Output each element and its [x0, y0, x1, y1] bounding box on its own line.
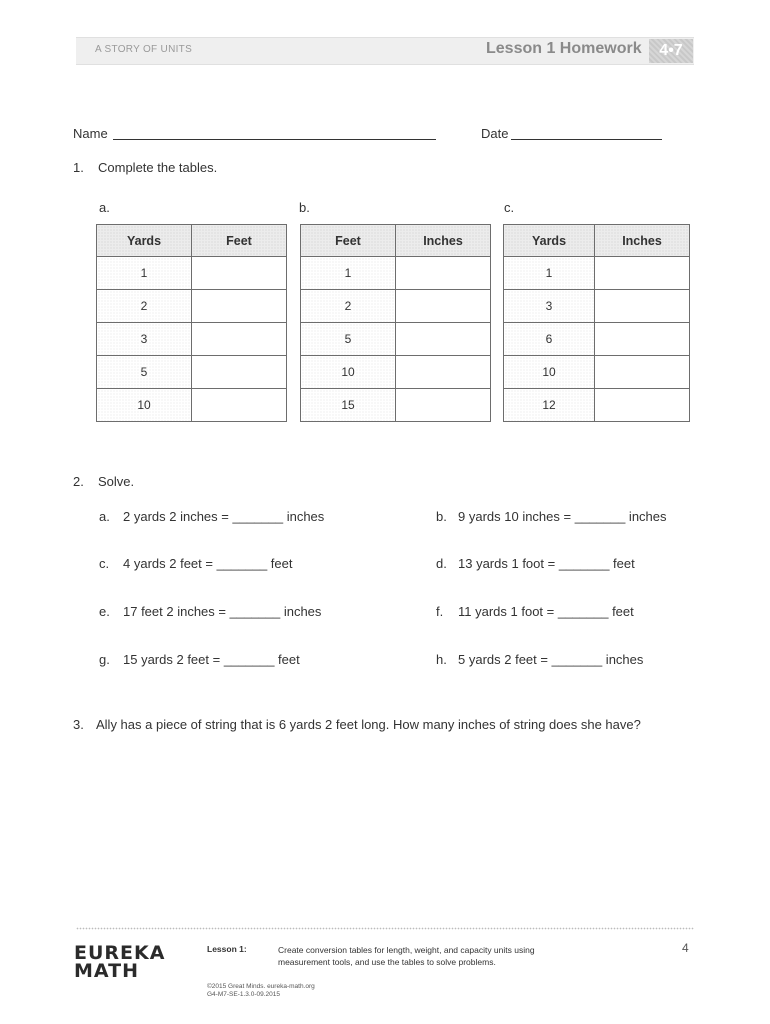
table-cell: 10 [301, 356, 396, 389]
table-row [301, 290, 491, 323]
table-row [97, 290, 287, 323]
table-c-header-right: Inches [595, 225, 690, 257]
footer-divider [76, 927, 694, 930]
answer-cell[interactable] [595, 323, 690, 356]
table-cell: 5 [301, 323, 396, 356]
table-row [504, 257, 690, 290]
problem-1-number: 1. [73, 160, 84, 175]
grade-module-badge: 4•7 [649, 39, 693, 63]
table-cell: 2 [301, 290, 396, 323]
page-number: 4 [682, 941, 689, 955]
table-cell: 10 [97, 389, 192, 422]
footer-lesson-label: Lesson 1: [207, 944, 247, 954]
problem-2-number: 2. [73, 474, 84, 489]
table-b-header-left: Feet [301, 225, 396, 257]
footer-lesson-description: Create conversion tables for length, weight, and capacity units using measurement tools, and use the tables to solve problems. [278, 945, 535, 967]
table-cell: 2 [97, 290, 192, 323]
table-cell: 3 [97, 323, 192, 356]
lesson-title: Lesson 1 Homework [486, 40, 642, 57]
equation-b: 9 yards 10 inches = _______ inches [458, 509, 667, 524]
table-row [301, 389, 491, 422]
answer-cell[interactable] [396, 257, 491, 290]
table-cell: 1 [97, 257, 192, 290]
eureka-math-logo [74, 944, 165, 980]
answer-cell[interactable] [396, 323, 491, 356]
answer-cell[interactable] [192, 290, 287, 323]
table-row [504, 356, 690, 389]
answer-cell[interactable] [396, 356, 491, 389]
answer-cell[interactable] [192, 257, 287, 290]
equation-f: 11 yards 1 foot = _______ feet [458, 604, 634, 619]
item-letter: f. [436, 604, 444, 619]
item-letter: g. [99, 652, 110, 667]
logo-line-1: EUREKA [74, 942, 166, 964]
conversion-table-b [300, 224, 491, 422]
copyright [207, 983, 315, 999]
conversion-table-a [96, 224, 287, 422]
copyright-line-2: G4-M7-SE-1.3.0-09.2015 [207, 991, 280, 998]
answer-cell[interactable] [192, 356, 287, 389]
item-letter: b. [436, 509, 447, 524]
answer-cell[interactable] [595, 389, 690, 422]
item-letter: e. [99, 604, 110, 619]
item-letter: c. [99, 556, 110, 571]
table-cell: 1 [301, 257, 396, 290]
table-c-header-left: Yards [504, 225, 595, 257]
table-a-header-right: Feet [192, 225, 287, 257]
table-row [504, 290, 690, 323]
table-cell: 6 [504, 323, 595, 356]
table-c-label: c. [504, 200, 515, 215]
answer-cell[interactable] [396, 389, 491, 422]
table-a-header-left: Yards [97, 225, 192, 257]
answer-cell[interactable] [396, 290, 491, 323]
table-row [301, 323, 491, 356]
table-row [504, 323, 690, 356]
equation-e: 17 feet 2 inches = _______ inches [123, 604, 322, 619]
answer-cell[interactable] [192, 389, 287, 422]
answer-cell[interactable] [595, 356, 690, 389]
table-row [97, 356, 287, 389]
problem-2-prompt: Solve. [98, 474, 135, 489]
date-field[interactable] [511, 139, 662, 140]
equation-d: 13 yards 1 foot = _______ feet [458, 556, 635, 571]
date-label: Date [481, 126, 509, 141]
item-letter: a. [99, 509, 110, 524]
answer-cell[interactable] [595, 257, 690, 290]
item-letter: d. [436, 556, 447, 571]
conversion-table-c [503, 224, 690, 422]
problem-3-number: 3. [73, 717, 84, 732]
name-field[interactable] [113, 139, 436, 140]
table-cell: 3 [504, 290, 595, 323]
answer-cell[interactable] [595, 290, 690, 323]
story-of-units-label: A STORY OF UNITS [95, 44, 193, 55]
table-cell: 1 [504, 257, 595, 290]
table-cell: 15 [301, 389, 396, 422]
table-b-label: b. [299, 200, 310, 215]
table-b-header-right: Inches [396, 225, 491, 257]
table-row [97, 389, 287, 422]
table-cell: 12 [504, 389, 595, 422]
equation-g: 15 yards 2 feet = _______ feet [123, 652, 300, 667]
problem-3-text: Ally has a piece of string that is 6 yards 2 feet long. How many inches of string does she have? [96, 717, 641, 732]
equation-h: 5 yards 2 feet = _______ inches [458, 652, 644, 667]
logo-line-2: MATH [74, 960, 139, 982]
table-row [301, 257, 491, 290]
answer-cell[interactable] [192, 323, 287, 356]
equation-a: 2 yards 2 inches = _______ inches [123, 509, 325, 524]
table-cell: 10 [504, 356, 595, 389]
problem-1-prompt: Complete the tables. [98, 160, 218, 175]
table-a-label: a. [99, 200, 110, 215]
table-cell: 5 [97, 356, 192, 389]
item-letter: h. [436, 652, 447, 667]
table-row [97, 257, 287, 290]
name-label: Name [73, 126, 108, 141]
table-row [504, 389, 690, 422]
table-row [97, 323, 287, 356]
equation-c: 4 yards 2 feet = _______ feet [123, 556, 293, 571]
copyright-line-1: ©2015 Great Minds. eureka-math.org [207, 983, 315, 990]
table-row [301, 356, 491, 389]
